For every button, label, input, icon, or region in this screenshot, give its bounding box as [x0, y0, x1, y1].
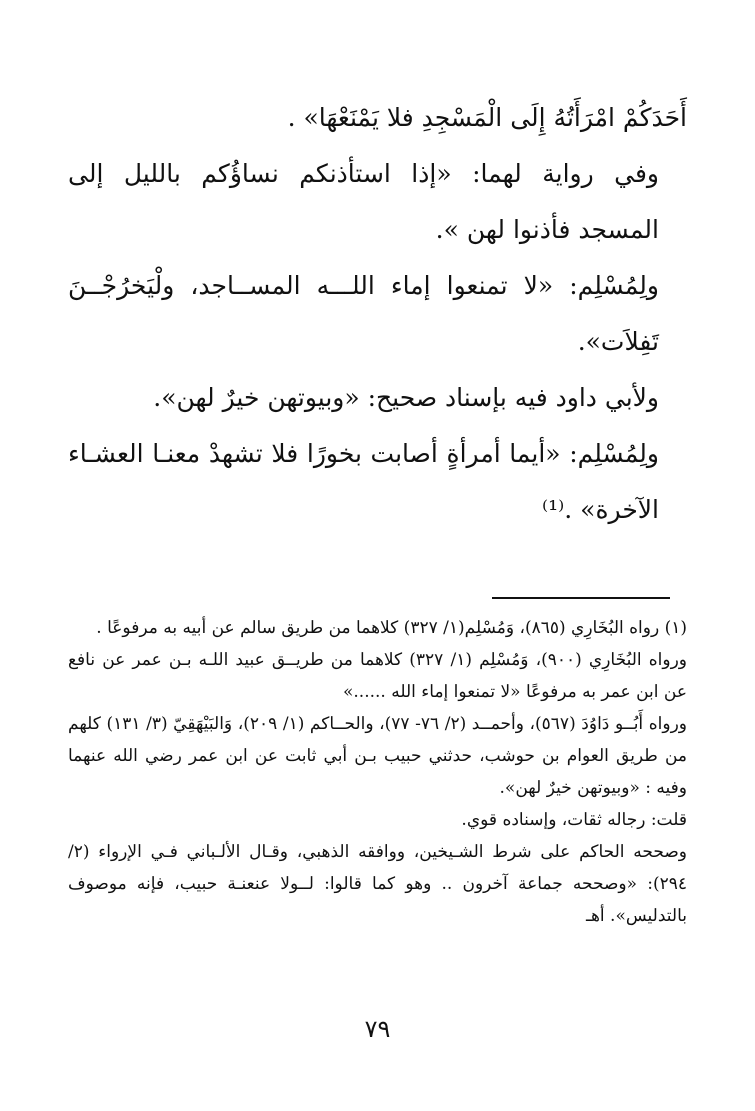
footnote-4: قلت: رجاله ثقات، وإسناده قوي.: [461, 810, 687, 830]
main-paragraph-2: وفي رواية لهما: «إذا استأذنكم نساؤُكم بالليل إلى المسجد فأذنوا لهن ».: [68, 159, 659, 244]
footnote-3: ورواه أَبُــو دَاوُدَ (٥٦٧)، وأحمــد (٢/ ٧٦- ٧٧)، والحــاكم (١/ ٢٠٩)، وَالبَيْهَقِيّ (٣/ ١٣١) كلهم من طريق العوام بن حوشب، حدثني حبيب بـن أبي ثابت عن ابن عمر رضي الله عنهما وفيه : «وبيوتهن خيرٌ لهن».: [68, 714, 687, 798]
main-text-body: [68, 90, 687, 538]
footnote-divider: [492, 597, 670, 599]
main-paragraph-1: أَحَدَكُمْ امْرَأَتُهُ إِلَى الْمَسْجِدِ فلا يَمْنَعْهَا» .: [287, 103, 687, 132]
main-paragraph-5: ولِمُسْلِم: «أيما أمرأةٍ أصابت بخورًا فلا تشهدْ معنـا العشـاء الآخرة» .⁽¹⁾: [68, 439, 659, 524]
footnote-1: (١) رواه البُخَارِي (٨٦٥)، وَمُسْلِم(١/ ٣٢٧) كلاهما من طريق سالم عن أبيه به مرفوعًا .: [96, 618, 687, 638]
footnote-2: ورواه البُخَارِي (٩٠٠)، وَمُسْلِم (١/ ٣٢٧) كلاهما من طريــق عبيد اللـه بـن عمر عن نافع عن ابن عمر به مرفوعًا «لا تمنعوا إماء الله ......»: [68, 650, 687, 702]
footnotes-section: [68, 612, 687, 932]
main-paragraph-3: ولِمُسْلِم: «لا تمنعوا إماء اللـــه المســاجد، ولْيَخرُجْــنَ تَفِلاَت».: [68, 271, 659, 356]
footnote-5: وصححه الحاكم على شرط الشـيخين، ووافقه الذهبي، وقـال الألـباني فـي الإرواء (٢/ ٢٩٤): «وصححه جماعة آخرون .. وهو كما قالوا: لــولا عنعنـة حبيب، فإنه موصوف بالتدليس». أهـ: [68, 842, 687, 926]
main-paragraph-4: ولأبي داود فيه بإسناد صحيح: «وبيوتهن خيرٌ لهن».: [153, 383, 659, 412]
page-number: ٧٩: [364, 1015, 391, 1043]
